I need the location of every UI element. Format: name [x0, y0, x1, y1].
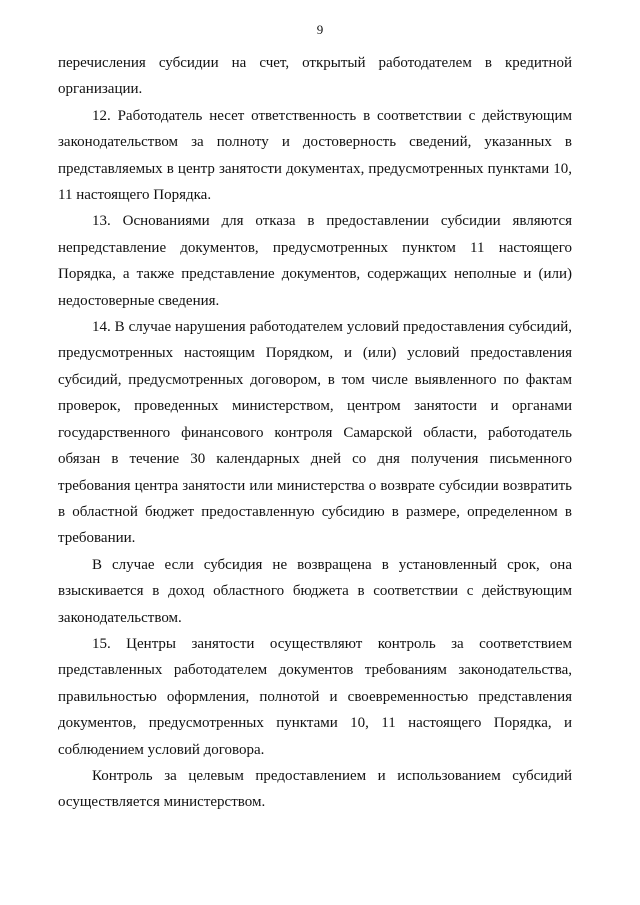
- paragraph-refund-enforcement: В случае если субсидия не возвращена в установленный срок, она взыскивается в доход областного бюджета в соответствии с действующим законодательством.: [58, 556, 572, 626]
- document-body: [58, 50, 572, 816]
- paragraph-item-14: 14. В случае нарушения работодателем условий предоставления субсидий, предусмотренных настоящим Порядком, и (или) условий предоставления субсидий, предусмотренных договором, в том числе выявленного по фактам проверок, проведенных министерством, центром занятости и органами государственного финансового контроля Самарской области, работодатель обязан в течение 30 календарных дней со дня получения письменного требования центра занятости или министерства о возврате субсидии возвратить в областной бюджет предоставленную субсидию в размере, определенном в требовании.: [58, 319, 572, 547]
- paragraph-item-13: 13. Основаниями для отказа в предоставлении субсидии являются непредставление документов, предусмотренных пунктом 11 настоящего Порядка, а также представление документов, содержащих неполные и (или) недостоверные сведения.: [58, 213, 572, 309]
- paragraph-item-12: 12. Работодатель несет ответственность в соответствии с действующим законодательством за полноту и достоверность сведений, указанных в представляемых в центр занятости документах, предусмотренных пунктами 10, 11 настоящего Порядка.: [58, 107, 572, 204]
- paragraph-continuation: перечисления субсидии на счет, открытый работодателем в кредитной организации.: [58, 55, 572, 98]
- paragraph-ministry-control: Контроль за целевым предоставлением и использованием субсидий осуществляется министерством.: [58, 767, 572, 811]
- page-number: 9: [316, 22, 324, 37]
- paragraph-item-15: 15. Центры занятости осуществляют контроль за соответствием представленных работодателем документов требованиям законодательства, правильностью оформления, полнотой и своевременностью представления документов, предусмотренных пунктами 10, 11 настоящего Порядка, и соблюдением условий договора.: [58, 635, 572, 758]
